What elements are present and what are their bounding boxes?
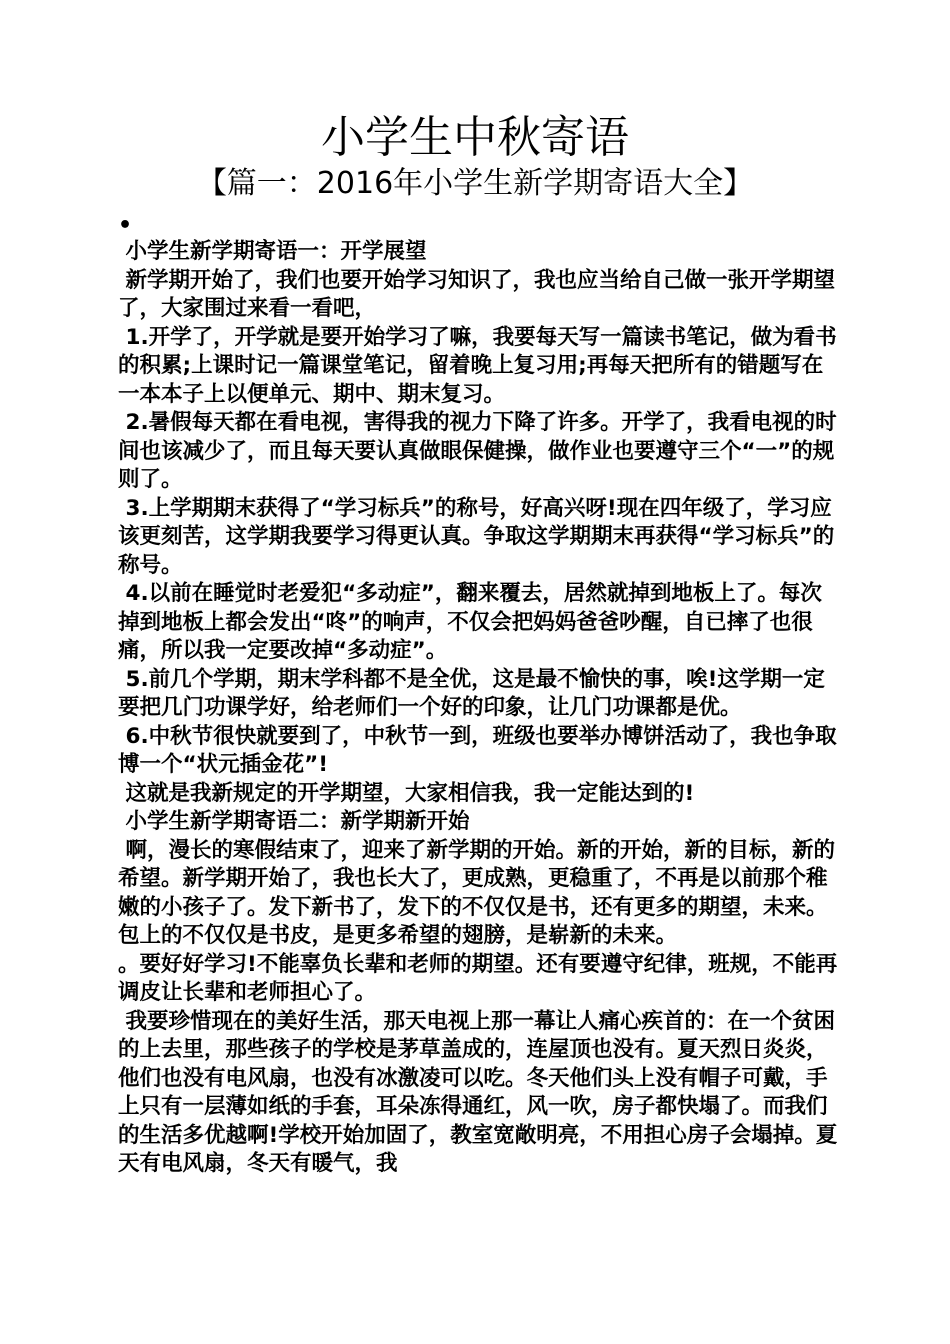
list-item: 2.暑假每天都在看电视，害得我的视力下降了许多。开学了，我看电视的时间也该减少了，而且每天要认真做眼保健操，做作业也要遵守三个“一”的规则了。 (118, 410, 837, 492)
section-heading-1: 小学生新学期寄语一：开学展望 (125, 239, 427, 264)
list-item: 3.上学期期末获得了“学习标兵”的称号，好高兴呀!现在四年级了，学习应该更刻苦，这学期我要学习得更认真。争取这学期期末再获得“学习标兵”的称号。 (118, 495, 835, 578)
list-item: 5.前几个学期，期末学科都不是全优，这是最不愉快的事，唉!这学期一定要把几门功课学好，给老师们一个好的印象，让几门功课都是优。 (118, 666, 825, 720)
paragraph: 。要好好学习!不能辜负长辈和老师的期望。还有要遵守纪律，班规，不能再调皮让长辈和老师担心了。 (118, 951, 838, 1005)
document-title: 小学生中秋寄语 (321, 112, 629, 163)
paragraph: 我要珍惜现在的美好生活，那天电视上那一幕让人痛心疾首的：在一个贫困的上去里，那些孩子的学校是茅草盖成的，连屋顶也没有。夏天烈日炎炎，他们也没有电风扇，也没有冰激凌可以吃。冬天他们头上没有帽子可戴，手上只有一层薄如纸的手套，耳朵冻得通红，风一吹，房子都快塌了。而我们的生活多优越啊!学校开始加固了，教室宽敞明亮，不用担心房子会塌掉。夏天有电风扇，冬天有暖气，我 (118, 1008, 838, 1176)
bullet-marker: • (118, 213, 133, 238)
document-body (118, 238, 838, 1179)
document-subtitle: 【篇一：2016年小学生新学期寄语大全】 (196, 166, 754, 201)
list-item: 4.以前在睡觉时老爱犯“多动症”，翻来覆去，居然就掉到地板上了。每次掉到地板上都会发出“咚”的响声，不仅会把妈妈爸爸吵醒，自已摔了也很痛，所以我一定要改掉“多动症”。 (118, 581, 822, 663)
paragraph: 新学期开始了，我们也要开始学习知识了，我也应当给自己做一张开学期望了，大家围过来看一看吧， (118, 267, 836, 321)
section-heading-2: 小学生新学期寄语二：新学期新开始 (125, 809, 470, 834)
paragraph: 啊，漫长的寒假结束了，迎来了新学期的开始。新的开始，新的目标，新的希望。新学期开始了，我也长大了，更成熟，更稳重了，不再是以前那个稚嫩的小孩子了。发下新书了，发下的不仅仅是书，还有更多的期望，未来。包上的不仅仅是书皮，是更多希望的翅膀，是崭新的未来。 (118, 837, 836, 948)
paragraph: 这就是我新规定的开学期望，大家相信我，我一定能达到的! (125, 780, 695, 806)
list-item: 6.中秋节很快就要到了，中秋节一到，班级也要举办博饼活动了，我也争取博一个“状元插金花”! (118, 723, 837, 777)
list-item: 1.开学了，开学就是要开始学习了嘛，我要每天写一篇读书笔记，做为看书的积累;上课时记一篇课堂笔记，留着晚上复习用;再每天把所有的错题写在一本本子上以便单元、期中、期末复习。 (118, 324, 837, 407)
